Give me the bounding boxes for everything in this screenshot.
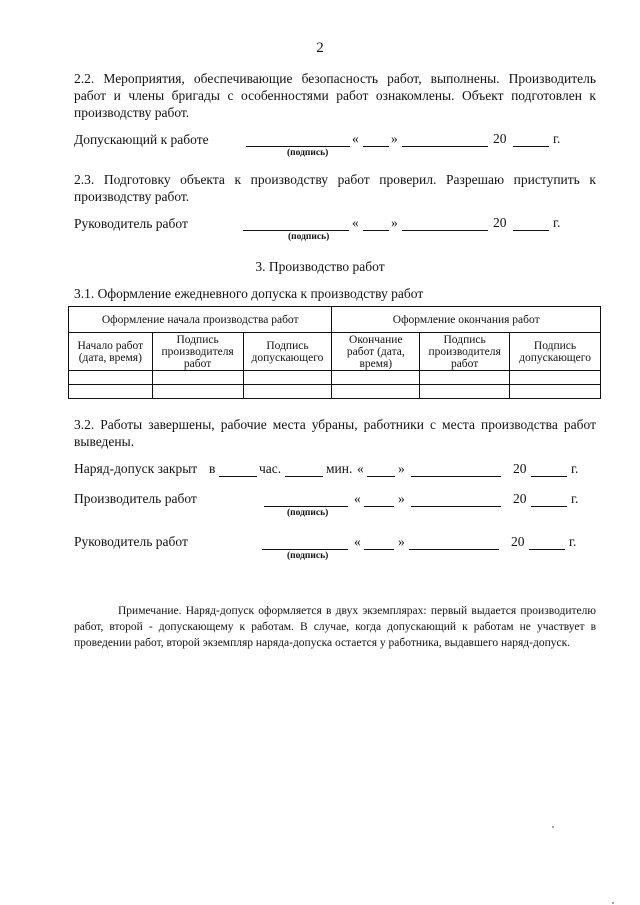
year-suffix: г. [571, 491, 579, 506]
foreman-label: Производитель работ [74, 491, 197, 506]
signature-caption: (подпись) [288, 232, 330, 242]
daily-admission-table [68, 306, 601, 399]
table-cell[interactable] [510, 371, 601, 385]
column-header: Подпись допускающего [243, 333, 332, 371]
section-3-title: 3. Производство работ [255, 259, 385, 274]
table-cell[interactable] [420, 385, 510, 399]
table-cell[interactable] [510, 385, 601, 399]
column-header: Подпись допускающего [510, 333, 601, 371]
page-number: 2 [316, 40, 324, 56]
hours-field[interactable] [219, 462, 257, 477]
year-field[interactable] [513, 132, 549, 147]
month-field[interactable] [411, 462, 501, 477]
scan-speck [612, 902, 614, 904]
quote-open: « [354, 491, 361, 506]
table-cell[interactable] [332, 385, 420, 399]
section-2-3-text: 2.3. Подготовку объекта к производству работ проверил. Разрешаю приступить к производству работ. [74, 172, 596, 204]
signature-caption: (подпись) [287, 508, 329, 518]
work-manager-label: Руководитель работ [74, 534, 188, 549]
end-group-header: Оформление окончания работ [332, 307, 601, 333]
start-group-header: Оформление начала производства работ [69, 307, 332, 333]
day-field[interactable] [363, 132, 389, 147]
table-row [69, 371, 601, 385]
column-header: Подпись производителя работ [420, 333, 510, 371]
work-manager-label: Руководитель работ [74, 216, 188, 231]
manager-signature-line[interactable] [262, 535, 348, 550]
year-suffix: г. [553, 215, 561, 230]
quote-open: « [354, 534, 361, 549]
minutes-word: мин. [326, 461, 353, 476]
month-field[interactable] [409, 535, 499, 550]
column-header: Начало работ (дата, время) [69, 333, 153, 371]
table-cell[interactable] [243, 371, 332, 385]
foreman-signature-line[interactable] [264, 492, 348, 507]
quote-open: « [352, 131, 359, 146]
year-prefix: 20 [493, 131, 507, 146]
quote-close: » [398, 491, 405, 506]
table-cell[interactable] [420, 371, 510, 385]
year-prefix: 20 [511, 534, 525, 549]
year-prefix: 20 [513, 461, 527, 476]
year-field[interactable] [531, 492, 567, 507]
table-cell[interactable] [69, 371, 153, 385]
quote-close: » [391, 131, 398, 146]
month-field[interactable] [402, 216, 488, 231]
section-3-1-subtitle: 3.1. Оформление ежедневного допуска к производству работ [74, 286, 424, 301]
hours-word: час. [259, 461, 282, 476]
section-3-2-text: 3.2. Работы завершены, рабочие места убраны, работники с места производства работ выведены. [74, 417, 596, 449]
signature-caption: (подпись) [287, 148, 329, 158]
quote-close: » [398, 461, 405, 476]
signature-caption: (подпись) [287, 551, 329, 561]
year-field[interactable] [513, 216, 549, 231]
year-field[interactable] [531, 462, 567, 477]
quote-close: » [391, 215, 398, 230]
admitting-person-label: Допускающий к работе [74, 132, 209, 147]
column-header: Окончание работ (дата, время) [332, 333, 420, 371]
quote-open: « [352, 215, 359, 230]
year-field[interactable] [529, 535, 565, 550]
month-field[interactable] [402, 132, 488, 147]
day-field[interactable] [364, 492, 394, 507]
admitting-signature-line[interactable] [246, 132, 350, 147]
month-field[interactable] [411, 492, 501, 507]
day-field[interactable] [363, 216, 389, 231]
quote-open: « [357, 461, 364, 476]
quote-close: » [398, 534, 405, 549]
table-cell[interactable] [332, 371, 420, 385]
year-suffix: г. [553, 131, 561, 146]
day-field[interactable] [367, 462, 395, 477]
minutes-field[interactable] [285, 462, 323, 477]
year-suffix: г. [569, 534, 577, 549]
table-cell[interactable] [152, 371, 243, 385]
column-header: Подпись производителя работ [152, 333, 243, 371]
year-prefix: 20 [513, 491, 527, 506]
note-text: Примечание. Наряд-допуск оформляется в двух экземплярах: первый выдается производителю работ, второй - допускающему к работам. В случае, когда допускающий к работам не участвует в проведении работ, второй экземпляр наряда-допуска остается у работника, выдавшего наряд-допуск. [74, 605, 596, 649]
table-row [69, 385, 601, 399]
day-field[interactable] [364, 535, 394, 550]
scan-speck [552, 826, 554, 828]
table-cell[interactable] [152, 385, 243, 399]
section-2-2-text: 2.2. Мероприятия, обеспечивающие безопасность работ, выполнены. Производитель работ и члены бригады с особенностями работ ознакомлены. Объект подготовлен к производству работ. [74, 71, 596, 120]
manager-signature-line[interactable] [243, 216, 349, 231]
table-cell[interactable] [69, 385, 153, 399]
table-cell[interactable] [243, 385, 332, 399]
in-word: в [209, 461, 216, 476]
year-suffix: г. [571, 461, 579, 476]
permit-closed-label: Наряд-допуск закрыт [74, 461, 198, 476]
year-prefix: 20 [493, 215, 507, 230]
